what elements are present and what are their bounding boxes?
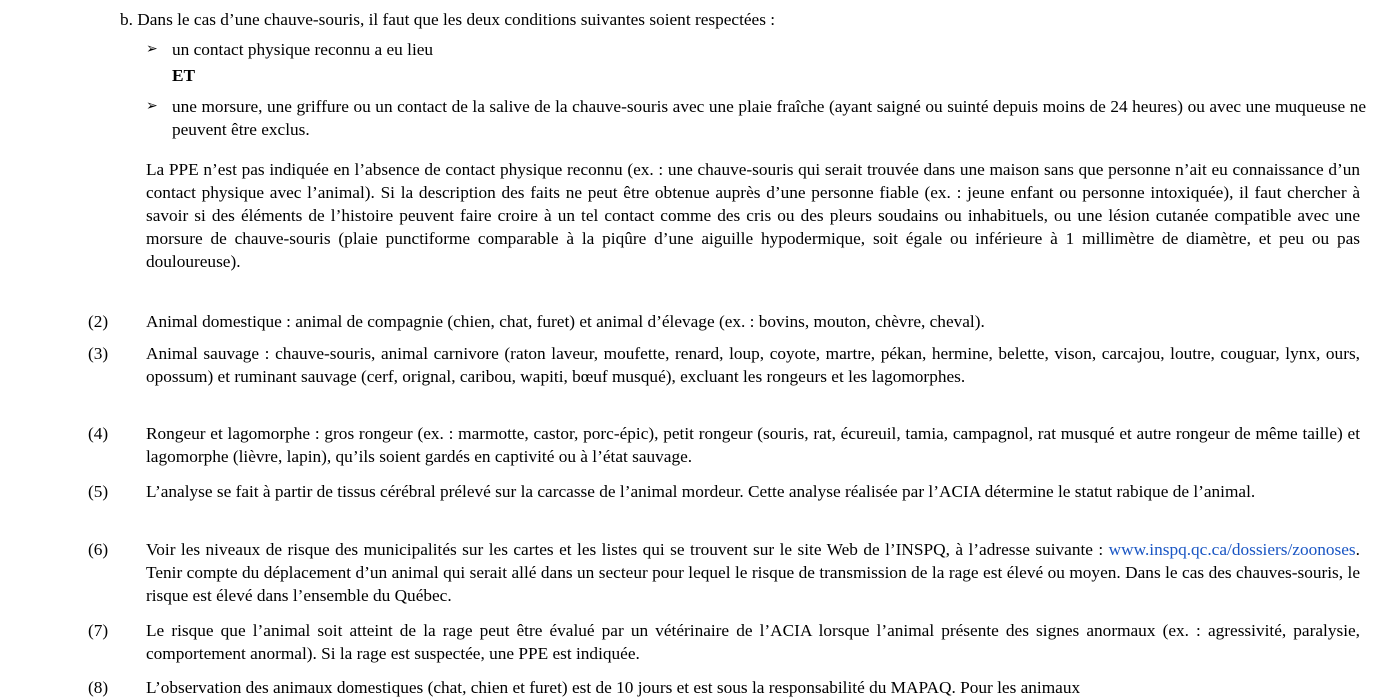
note-number: (4) bbox=[88, 424, 109, 443]
note-number: (8) bbox=[88, 678, 109, 697]
note-7 bbox=[88, 619, 1360, 665]
note-number: (7) bbox=[88, 621, 109, 640]
inspq-zoonoses-link[interactable]: www.inspq.qc.ca/dossiers/zoonoses bbox=[1108, 540, 1356, 559]
note-text: Le risque que l’animal soit atteint de la rage peut être évalué par un vétérinaire de l’ACIA lorsque l’animal présente des signes anormaux (ex. : agressivité, paralysie, comportement anormal). Si la rage est suspectée, une PPE est indiquée. bbox=[146, 621, 1360, 663]
bullet-text: un contact physique reconnu a eu lieu bbox=[172, 40, 434, 59]
note-text: Animal sauvage : chauve-souris, animal carnivore (raton laveur, moufette, renard, loup, coyote, martre, pékan, hermine, belette, vison, carcajou, loutre, couguar, lynx, ours, opossum) et ruminant sauvage (cerf, orignal, caribou, wapiti, bœuf musqué), excluant les rongeurs et les lagomorphes. bbox=[146, 344, 1360, 386]
condition-b-intro: b. Dans le cas d’une chauve-souris, il faut que les deux conditions suivantes soient respectées : bbox=[120, 10, 776, 29]
note-number: (2) bbox=[88, 312, 109, 331]
note-text-after: . Tenir compte du déplacement d’un animal qui serait allé dans un secteur pour lequel le risque de transmission de la rage est élevé ou moyen. Dans le cas des chauves-souris, le risque est élevé dans l’ensemble du Québec. bbox=[146, 540, 1360, 605]
arrow-bullet-icon: ➢ bbox=[146, 98, 158, 114]
note-text: Animal domestique : animal de compagnie (chien, chat, furet) et animal d’élevage (ex. : bovins, mouton, chèvre, cheval). bbox=[146, 312, 985, 331]
note-text bbox=[146, 538, 1360, 607]
note-number: (5) bbox=[88, 482, 109, 501]
note-5 bbox=[88, 480, 1360, 503]
ppe-paragraph: La PPE n’est pas indiquée en l’absence de contact physique reconnu (ex. : une chauve-souris qui serait trouvée dans une maison sans que personne n’ait eu connaissance d’un contact physique avec l’animal). Si la description des faits ne peut être obtenue auprès d’une personne fiable (ex. : jeune enfant ou personne intoxiquée), il faut chercher à savoir si des éléments de l’histoire peuvent faire croire à un tel contact comme des cris ou des pleurs soudains ou inhabituels, ou une lésion cutanée compatible avec une morsure de chauve-souris (plaie punctiforme comparable à la piqûre d’une aiguille hypodermique, soit égale ou inférieure à 1 millimètre de diamètre, et peu ou pas douloureuse). bbox=[146, 160, 1360, 271]
et-connector: ET bbox=[172, 66, 196, 85]
note-text-before: Voir les niveaux de risque des municipalités sur les cartes et les listes qui se trouvent sur le site Web de l’INSPQ, à l’adresse suivante : bbox=[146, 540, 1109, 559]
arrow-bullet-icon: ➢ bbox=[146, 41, 158, 57]
note-3 bbox=[88, 342, 1360, 388]
bullet-text: une morsure, une griffure ou un contact de la salive de la chauve-souris avec une plaie fraîche (ayant saigné ou suinté depuis moins de 24 heures) ou avec une muqueuse ne peuvent être exclus. bbox=[172, 97, 1366, 139]
note-number: (3) bbox=[88, 344, 109, 363]
note-number: (6) bbox=[88, 540, 109, 559]
bullet-contact-physique bbox=[146, 38, 1366, 61]
note-4 bbox=[88, 422, 1360, 468]
note-6 bbox=[88, 538, 1360, 607]
note-text: Rongeur et lagomorphe : gros rongeur (ex. : marmotte, castor, porc-épic), petit rongeur (souris, rat, écureuil, tamia, campagnol, rat musqué et autre rongeur de même taille) et lagomorphe (lièvre, lapin), qu’ils soient gardés en captivité ou à l’état sauvage. bbox=[146, 424, 1360, 466]
bullet-morsure bbox=[146, 95, 1366, 141]
note-text: L’observation des animaux domestiques (chat, chien et furet) est de 10 jours et est sous la responsabilité du MAPAQ. Pour les animaux bbox=[146, 678, 1081, 697]
note-2 bbox=[88, 310, 1360, 333]
note-text: L’analyse se fait à partir de tissus cérébral prélevé sur la carcasse de l’animal mordeur. Cette analyse réalisée par l’ACIA détermine le statut rabique de l’animal. bbox=[146, 482, 1256, 501]
note-8 bbox=[88, 676, 1360, 699]
